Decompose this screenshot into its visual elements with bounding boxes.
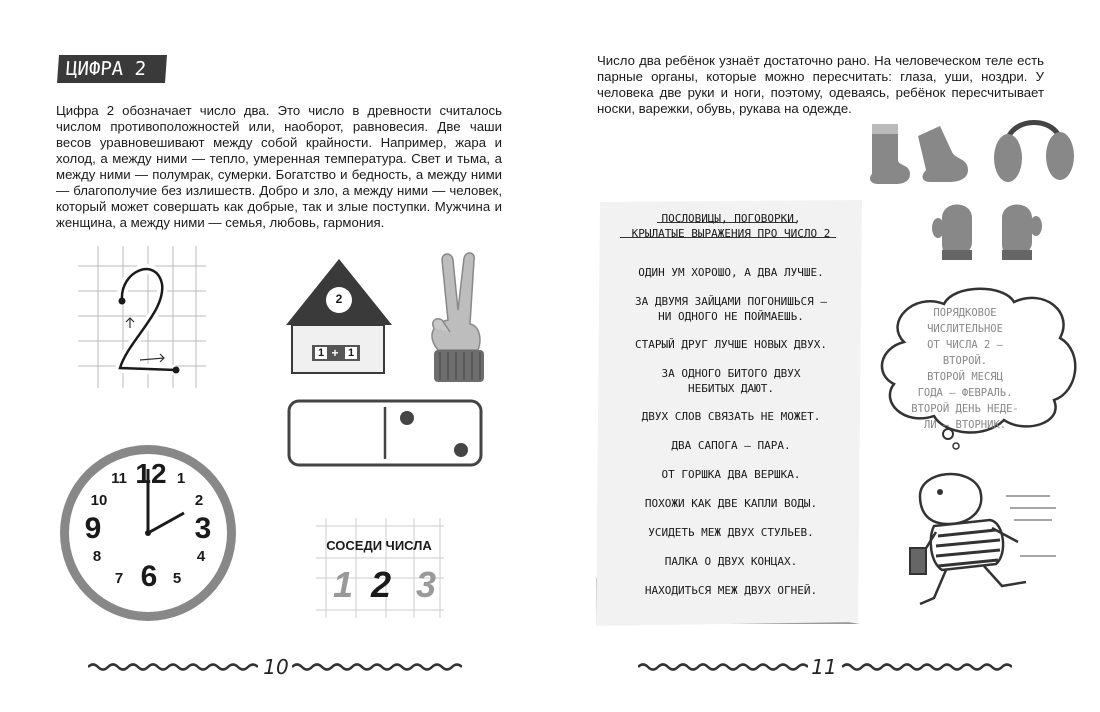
cloud-line-7: ЛИ — ВТОРНИК.: [923, 419, 1007, 431]
two-fingers-hand-icon: [420, 250, 492, 384]
cloud-line-1: ПОРЯДКОВОЕ: [933, 307, 997, 319]
proverb-9: УСИДЕТЬ МЕЖ ДВУХ СТУЛЬЕВ.: [648, 526, 814, 539]
proverb-4-line-1: ЗА ОДНОГО БИТОГО ДВУХ: [661, 367, 801, 380]
clothing-pairs-illustration: [866, 118, 1076, 278]
proverb-5: ДВУХ СЛОВ СВЯЗАТЬ НЕ МОЖЕТ.: [641, 410, 821, 423]
proverb-6: ДВА САПОГА — ПАРА.: [671, 439, 791, 452]
section-title: ЦИФРА 2: [57, 55, 167, 83]
neighbor-next: 3: [415, 564, 437, 605]
proverb-4-line-2: НЕБИТЫХ ДАЮТ.: [687, 382, 775, 395]
left-paragraph: Цифра 2 обозначает число два. Это число в древности считалось числом противоположностей или, наоборот, равновесия. Две чаши весов уравновешивают между собой крайности. Например, жара и холод, а между ними — тепло, умеренная температура. Свет и тьма, а между ними — полумрак, сумерки. Богатство и бедность, а между ними — благополучие без излишеств. Добро и зло, а между ними — человек, который может совершать как добрые, так и злые поступки. Мужчина и женщина, а между ними — семья, любовь, гармония.: [56, 103, 502, 230]
proverb-11: НАХОДИТЬСЯ МЕЖ ДВУХ ОГНЕЙ.: [644, 584, 818, 597]
clock-number-3: 3: [194, 512, 212, 545]
footer-wave-left-b: [292, 660, 462, 674]
clock-number-1: 1: [176, 470, 186, 487]
cloud-line-3: ОТ ЧИСЛА 2 — ВТОРОЙ.: [927, 339, 1003, 367]
proverb-2-line-2: НИ ОДНОГО НЕ ПОЙМАЕШЬ.: [658, 310, 804, 323]
clock-number-4: 4: [196, 548, 206, 565]
domino-tile: [287, 399, 483, 469]
digit-two-writing-grid: [78, 246, 206, 388]
capybara-running-illustration: [900, 466, 1060, 626]
neighbor-previous: 1: [332, 564, 354, 605]
footer-wave-right-b: [842, 660, 1012, 674]
proverbs-title-line-2: КРЫЛАТЫЕ ВЫРАЖЕНИЯ ПРО ЧИСЛО 2: [631, 227, 831, 240]
clock-number-7: 7: [114, 570, 124, 587]
equation-operand-1: 1: [317, 347, 325, 359]
neighbors-title: СОСЕДИ ЧИСЛА: [326, 538, 432, 553]
proverb-7: ОТ ГОРШКА ДВА ВЕРШКА.: [661, 468, 801, 481]
cloud-line-6: ВТОРОЙ ДЕНЬ НЕДЕ-: [911, 403, 1019, 415]
clock-number-8: 8: [92, 548, 102, 565]
proverb-2-line-1: ЗА ДВУМЯ ЗАЙЦАМИ ПОГОНИШЬСЯ —: [634, 295, 828, 308]
title-underline-2: [620, 237, 836, 238]
proverb-10: ПАЛКА О ДВУХ КОНЦАХ.: [664, 555, 798, 568]
cloud-line-5: ГОДА — ФЕВРАЛЬ.: [917, 387, 1013, 399]
title-underline-1: [657, 222, 797, 223]
right-paragraph: Число два ребёнок узнаёт достаточно рано. На человеческом теле есть парные органы, которые можно пересчитать: глаза, уши, ноздри. У человека две руки и ноги, поэтому, одеваясь, ребёнок пересчитывает носки, варежки, обувь, рукава на одежде.: [597, 53, 1044, 116]
cloud-line-2: ЧИСЛИТЕЛЬНОЕ: [927, 323, 1003, 335]
clock-number-12: 12: [135, 458, 167, 489]
equation-operator: +: [331, 346, 339, 360]
footer-wave-left-a: [88, 660, 258, 674]
clock-number-2: 2: [194, 492, 204, 509]
house-number: 2: [335, 292, 343, 306]
clock-number-5: 5: [172, 570, 182, 587]
proverb-8: ПОХОЖИ КАК ДВЕ КАПЛИ ВОДЫ.: [644, 497, 818, 510]
proverb-3: СТАРЫЙ ДРУГ ЛУЧШЕ НОВЫХ ДВУХ.: [634, 338, 828, 351]
page-number-left: 10: [263, 655, 289, 679]
equation-operand-2: 1: [347, 347, 355, 359]
page-number-right: 11: [811, 655, 837, 679]
clock-number-9: 9: [84, 512, 102, 545]
proverbs-title-line-1: ПОСЛОВИЦЫ, ПОГОВОРКИ,: [661, 212, 801, 225]
proverb-1: ОДИН УМ ХОРОШО, А ДВА ЛУЧШЕ.: [638, 266, 824, 279]
clock-number-10: 10: [90, 492, 108, 509]
clock-number-6: 6: [140, 560, 158, 593]
cloud-text: [905, 305, 1025, 433]
clock-number-11: 11: [111, 470, 127, 487]
neighbor-current: 2: [370, 564, 392, 605]
cloud-line-4: ВТОРОЙ МЕСЯЦ: [927, 371, 1003, 383]
footer-wave-right-a: [638, 660, 808, 674]
